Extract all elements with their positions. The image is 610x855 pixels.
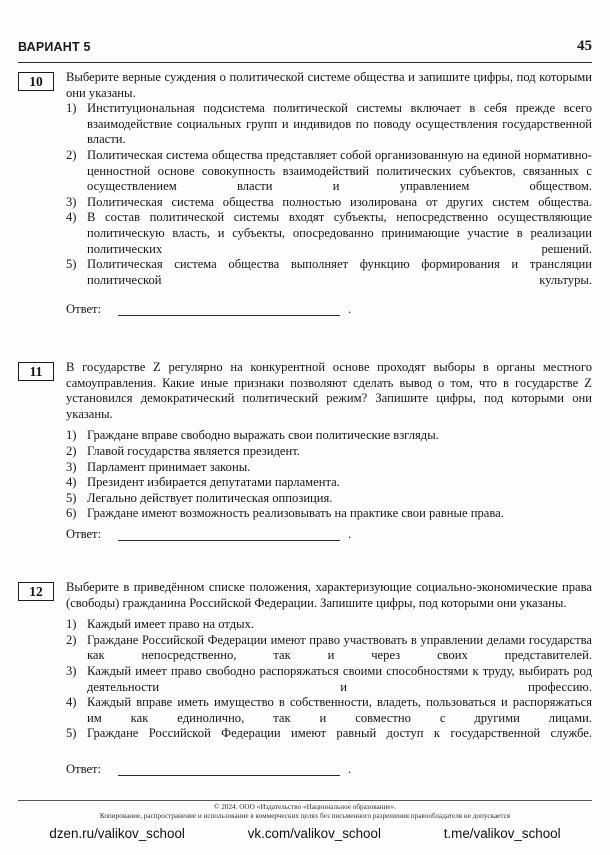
task-number-badge-10: 10 (18, 72, 54, 91)
footer-copyright (18, 803, 592, 822)
list-item (66, 444, 592, 460)
option-text: Каждый имеет право свободно распоряжаться своими способностями к труду, выбирать род деятельности и профессию. (87, 663, 592, 694)
list-item (66, 633, 592, 664)
list-item (66, 257, 592, 288)
option-text: Каждый имеет право на отдых. (87, 617, 255, 632)
option-marker: 4) (66, 475, 77, 490)
copyright-line-2: Копирование, распространение и использование в коммерческих целях без письменного разрешения правообладателя не допускается (99, 812, 511, 821)
list-item (66, 506, 592, 522)
answer-input-10[interactable] (118, 315, 340, 316)
option-text: Граждане Российской Федерации имеют равный доступ к государственной службе. (87, 726, 592, 741)
list-item (66, 695, 592, 726)
list-item (66, 460, 592, 476)
task-block-10 (18, 70, 592, 288)
option-text: Граждане вправе свободно выражать свои политические взгляды. (87, 428, 439, 443)
option-text: Парламент принимает законы. (87, 459, 251, 474)
option-text: Легально действует политическая оппозиция. (87, 490, 333, 505)
option-text: Граждане имеют возможность реализовывать на практике свои равные права. (87, 506, 504, 521)
option-marker: 4) (66, 210, 77, 225)
task-number-badge-12: 12 (18, 582, 54, 601)
list-item (66, 475, 592, 491)
list-item (66, 148, 592, 195)
list-item (66, 491, 592, 507)
option-text: Политическая система общества представляет собой организованную на единой нормативно-ценностной основе совокупность взаимодействий политических субъектов, связанных с осуществлением власти и управлением обществом. (87, 147, 592, 194)
page-header (18, 40, 592, 62)
task-content-11 (66, 360, 592, 522)
answer-period: . (348, 762, 352, 776)
option-marker: 3) (66, 663, 77, 678)
option-list-10 (66, 101, 592, 288)
option-text: Граждане Российской Федерации имеют право участвовать в управлении делами государства как непосредственно, так и через своих представителей. (87, 632, 592, 663)
option-marker: 6) (66, 506, 77, 521)
option-text: Политическая система общества полностью изолирована от других систем общества. (87, 194, 592, 209)
footer-social-links (18, 826, 592, 841)
option-marker: 2) (66, 147, 77, 162)
answer-line-10 (66, 302, 592, 322)
option-text: Политическая система общества выполняет функцию формирования и трансляции политической культуры. (87, 257, 592, 287)
answer-line-12 (66, 762, 592, 782)
option-marker: 1) (66, 428, 77, 443)
option-marker: 2) (66, 632, 77, 647)
task-block-12 (18, 580, 592, 742)
list-item (66, 428, 592, 444)
footer-divider (18, 800, 592, 801)
task-intro-11: В государстве Z регулярно на конкурентной основе проходят выборы в органы местного самоуправления. Какие иные признаки позволяют сделать вывод о том, что в государстве Z установился демократический политический режим? Запишите цифры, под которыми они указаны. (66, 360, 592, 421)
page-number: 45 (577, 38, 592, 54)
task-number-badge-11: 11 (18, 362, 54, 381)
variant-label: ВАРИАНТ 5 (18, 40, 91, 54)
task-content-10 (66, 70, 592, 288)
option-marker: 3) (66, 459, 77, 474)
option-list-11 (66, 428, 592, 522)
task-content-12 (66, 580, 592, 742)
task-intro-10: Выберите верные суждения о политической системе общества и запишите цифры, под которыми они указаны. (66, 70, 592, 100)
answer-row-10 (18, 302, 592, 322)
option-marker: 2) (66, 443, 77, 458)
list-item (66, 726, 592, 742)
answer-label: Ответ: (66, 762, 102, 776)
link-telegram[interactable]: t.me/valikov_school (443, 826, 561, 841)
option-marker: 1) (66, 617, 77, 632)
task-block-11 (18, 360, 592, 522)
option-marker: 3) (66, 194, 77, 209)
list-item (66, 617, 592, 633)
task-intro-12: Выберите в приведённом списке положения, характеризующие социально-экономические права (свободы) гражданина Российской Федерации. Запишите цифры, под которыми они указаны. (66, 580, 592, 610)
answer-input-11[interactable] (118, 540, 340, 541)
option-marker: 5) (66, 490, 77, 505)
option-marker: 4) (66, 695, 77, 710)
option-text: Президент избирается депутатами парламента. (87, 475, 340, 490)
answer-row-12 (18, 762, 592, 782)
list-item (66, 195, 592, 211)
list-item (66, 664, 592, 695)
link-dzen[interactable]: dzen.ru/valikov_school (49, 826, 185, 841)
answer-row-11 (18, 527, 592, 547)
copyright-line-1: © 2024. ООО «Издательство «Национальное образование». (214, 803, 396, 811)
link-vk[interactable]: vk.com/valikov_school (247, 826, 381, 841)
answer-line-11 (66, 527, 592, 547)
option-marker: 1) (66, 101, 77, 116)
option-text: В состав политической системы входят субъекты, непосредственно осуществляющие политическую власть, и субъекты, опосредованно принимающие участие в реализации политических решений. (87, 210, 592, 256)
answer-period: . (348, 302, 352, 316)
option-text: Институциональная подсистема политической системы включает в себя прежде всего взаимодействие социальных групп и индивидов по поводу осуществления государственной власти. (87, 101, 592, 147)
list-item (66, 210, 592, 257)
header-divider (18, 62, 592, 63)
option-text: Каждый вправе иметь имущество в собственности, владеть, пользоваться и распоряжаться им как единолично, так и совместно с другими лицами. (87, 695, 592, 725)
list-item (66, 101, 592, 148)
answer-label: Ответ: (66, 302, 102, 316)
answer-input-12[interactable] (118, 775, 340, 776)
option-text: Главой государства является президент. (87, 443, 300, 458)
answer-period: . (348, 527, 352, 541)
answer-label: Ответ: (66, 527, 102, 541)
option-list-12 (66, 617, 592, 742)
option-marker: 5) (66, 726, 77, 741)
option-marker: 5) (66, 257, 77, 272)
